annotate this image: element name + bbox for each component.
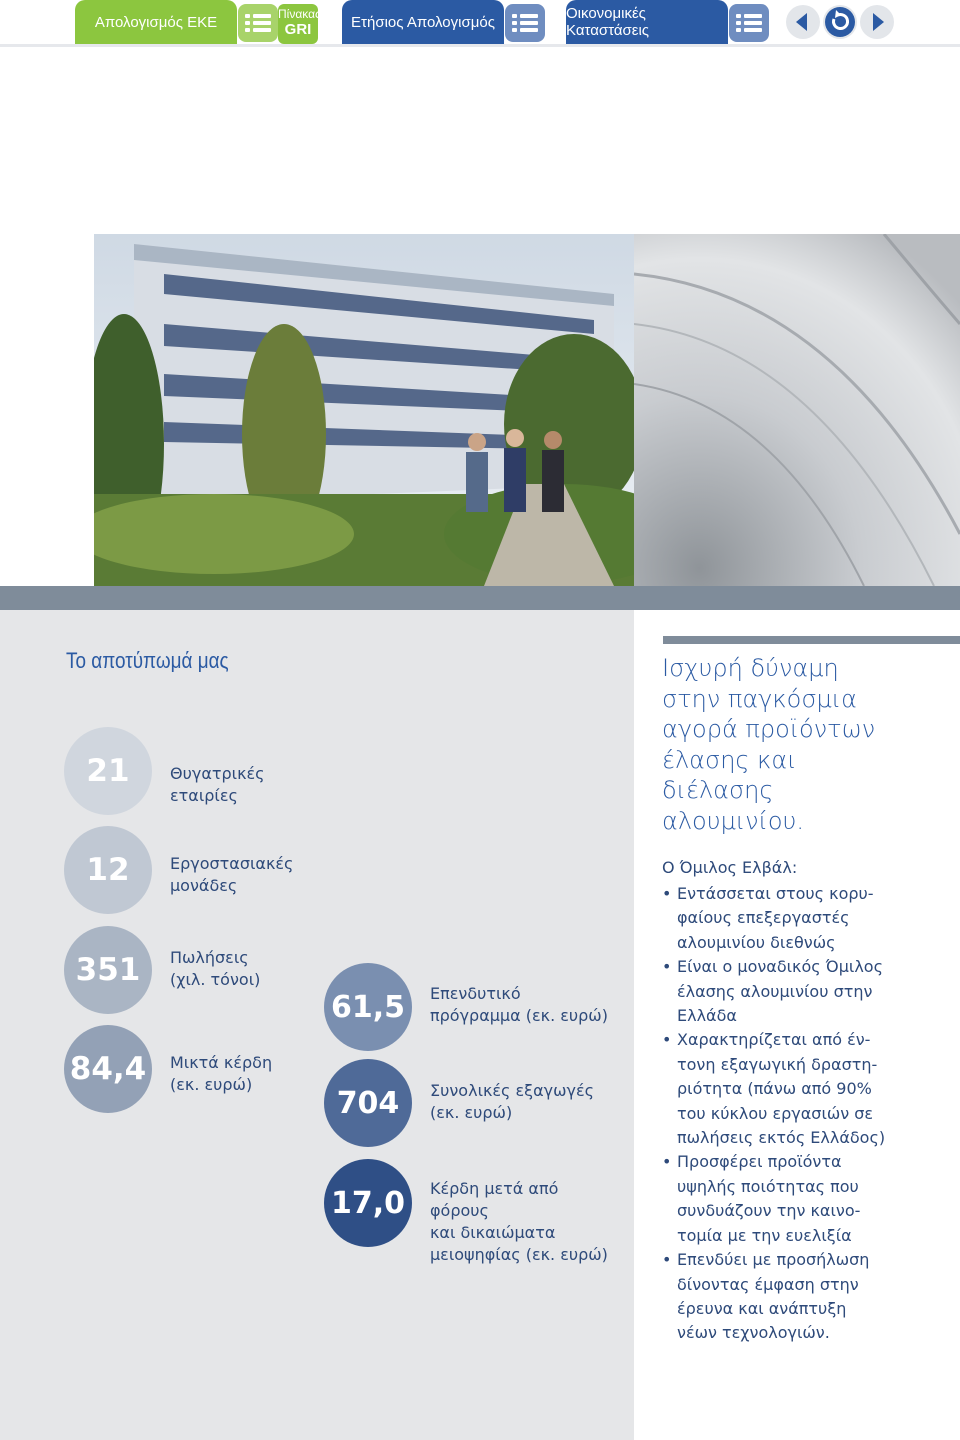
back-button[interactable] [823,5,857,39]
stat-label-subsidiaries [170,763,265,807]
stat-label-line: Εργοστασιακές [170,854,294,873]
stat-circle-gross-profit [64,1025,152,1113]
stat-value: 12 [86,852,130,888]
bullet-line: φαίους επεξεργαστές [677,908,850,928]
stat-label-line: και δικαιώματα [430,1223,556,1242]
gri-table-button[interactable] [278,4,321,44]
stat-value: 84,4 [69,1051,147,1087]
headline-line: διέλασης [662,776,774,804]
tab-annual-label: Ετήσιος Απολογισμός [351,13,495,31]
stat-label-line: (εκ. ευρώ) [430,1103,513,1122]
reload-icon [823,5,857,39]
tab-annual-report[interactable] [342,0,504,44]
bullet-line: υψηλής ποιότητας που [677,1176,859,1196]
list-icon [238,4,278,42]
bullet-item [662,1028,952,1150]
bullet-line: τομία με την ευελιξία [677,1225,852,1245]
stat-value: 17,0 [330,1185,406,1221]
stat-label-line: (εκ. ευρώ) [170,1075,253,1094]
bullet-line: δίνοντας έμφαση στην [677,1274,859,1294]
bullet-line: συνδυάζουν την καινο- [677,1201,861,1221]
bullet-line: του κύκλου εργασιών σε [677,1103,874,1123]
tab-financial-label: Οικονομικές Καταστάσεις [566,5,650,39]
arrow-right-icon [860,5,894,39]
bullet-line: ριότητα (πάνω από 90% [677,1079,872,1099]
stat-value: 704 [336,1085,400,1121]
stat-label-line: φόρους [430,1201,489,1220]
stat-label-plants [170,853,293,897]
bullet-list [662,882,952,1346]
stat-label-line: μειοψηφίας (εκ. ευρώ) [430,1245,608,1264]
tab-financial-statements[interactable] [566,0,728,44]
stat-circle-sales [64,926,152,1014]
headline-line: Ισχυρή δύναμη [662,654,839,682]
stat-label-line: πρόγραμμα (εκ. ευρώ) [430,1006,608,1025]
stat-label-gross-profit [170,1052,272,1096]
gray-separator-band [0,586,960,610]
stat-circle-plants [64,826,152,914]
stat-circle-investment [324,963,412,1051]
bullet-line: • Επενδύει με προσήλωση [677,1250,870,1270]
stat-circle-exports [324,1059,412,1147]
stat-label-line: Κέρδη μετά από [430,1179,559,1198]
bullet-line: • Εντάσσεται στους κορυ- [677,884,874,903]
bullet-line: • Χαρακτηρίζεται από έν- [677,1030,871,1050]
previous-page-button[interactable] [786,5,820,39]
stat-label-sales [170,947,260,991]
right-accent-bar [663,636,960,644]
bullet-item [662,955,952,1028]
section-title: Το αποτύπωμά μας [66,648,229,673]
csr-contents-button[interactable] [238,4,278,42]
intro-text: Ο Όμιλος Ελβάλ: [662,858,798,877]
nav-divider [0,44,960,47]
stat-value: 21 [86,753,130,789]
headline [662,653,952,836]
bullet-line: αλουμινίου διεθνώς [677,932,836,952]
headline-line: στην παγκόσμια [662,684,857,713]
bullet-line: νέων τεχνολογιών. [677,1323,830,1343]
stat-label-line: Επενδυτικό [430,984,521,1003]
headline-line: αλουμινίου. [662,806,805,835]
stat-label-investment [430,983,608,1027]
stat-label-line: Θυγατρικές [170,764,265,783]
building-photo [94,234,634,586]
bullet-line: • Προσφέρει προϊόντα [677,1152,842,1172]
bullet-line: έλασης αλουμινίου στην [677,981,873,1001]
stat-circle-subsidiaries [64,727,152,815]
stat-label-line: Πωλήσεις [170,948,249,967]
tab-csr-report[interactable] [75,0,237,44]
bullet-item [662,1150,952,1248]
bullet-item [662,1248,952,1346]
stat-label-line: Συνολικές εξαγωγές [430,1081,595,1100]
headline-line: έλασης και [662,745,797,774]
bullet-line: Ελλάδα [677,1006,737,1026]
financial-contents-button[interactable] [729,4,769,42]
stat-label-exports [430,1080,594,1124]
stat-label-line: (χιλ. τόνοι) [170,970,261,989]
bullet-line: • Είναι ο μοναδικός Όμιλος [677,957,883,977]
stat-label-net-profit [430,1178,608,1266]
bullet-item [662,882,952,955]
stat-value: 61,5 [330,989,406,1025]
list-icon [729,4,769,42]
tab-csr-label: Απολογισμός ΕΚΕ [94,13,218,31]
stat-label-line: εταιρίες [170,786,238,805]
gri-label-line1: Πίνακας [278,7,321,21]
stat-label-line: Μικτά κέρδη [170,1053,273,1072]
list-icon [505,4,545,42]
gri-label-line2: GRI [284,21,312,38]
next-page-button[interactable] [860,5,894,39]
arrow-left-icon [786,5,820,39]
headline-line: αγορά προϊόντων [662,715,876,743]
bullet-line: έρευνα και ανάπτυξη [677,1298,847,1318]
annual-contents-button[interactable] [505,4,545,42]
stat-circle-net-profit [324,1159,412,1247]
stat-value: 351 [75,952,141,988]
stat-label-line: μονάδες [170,876,238,895]
aluminium-coil-photo [634,234,960,586]
bullet-line: τονη εξαγωγική δραστη- [677,1054,878,1074]
bullet-line: πωλήσεις εκτός Ελλάδος) [677,1128,886,1148]
top-navigation [0,0,960,48]
